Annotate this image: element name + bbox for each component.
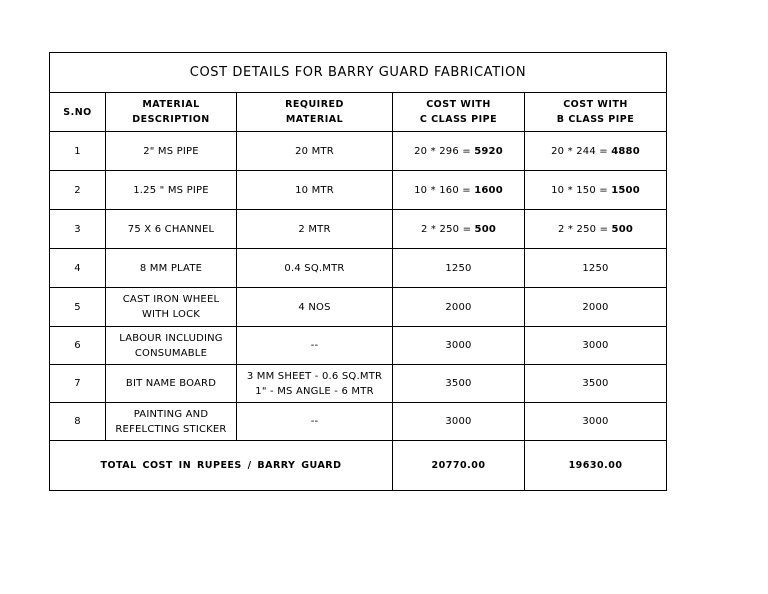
cell-required: 0.4 SQ.MTR [237, 249, 393, 288]
description-line1: PAINTING AND [133, 408, 209, 420]
cell-sno: 6 [50, 327, 106, 365]
cell-description: 8 MM PLATE [106, 249, 237, 288]
description-line1: CAST IRON WHEEL [122, 294, 220, 305]
table-row [50, 327, 667, 365]
cost-b-total: 4880 [611, 145, 640, 157]
cell-description: 1.25 " MS PIPE [106, 171, 237, 210]
table-row [50, 288, 667, 327]
cell-cost-b [525, 171, 667, 210]
header-required-line2: MATERIAL [285, 114, 344, 125]
cost-c-calc: 10 * 160 = [414, 184, 475, 196]
cost-c-calc: 2 * 250 = [420, 223, 475, 235]
cost-b-calc: 20 * 244 = [551, 145, 612, 157]
cell-sno: 8 [50, 403, 106, 441]
table-title: COST DETAILS FOR BARRY GUARD FABRICATION [50, 53, 667, 93]
cell-required [237, 365, 393, 403]
header-material-line2: DESCRIPTION [132, 114, 210, 125]
table-row [50, 132, 667, 171]
cell-cost-b: 1250 [525, 249, 667, 288]
cell-required: 10 MTR [237, 171, 393, 210]
cell-sno: 4 [50, 249, 106, 288]
header-c-line1: COST WITH [426, 99, 491, 110]
description-line2: CONSUMABLE [134, 347, 208, 359]
table-row [50, 403, 667, 441]
header-required-material [237, 93, 393, 132]
cell-description [106, 288, 237, 327]
required-line2: 1" - MS ANGLE - 6 MTR [255, 385, 374, 397]
cell-cost-b: 3000 [525, 327, 667, 365]
cost-c-total: 1600 [474, 184, 503, 196]
cell-cost-c: 2000 [393, 288, 525, 327]
cost-c-calc: 20 * 296 = [414, 145, 475, 157]
total-cost-c: 20770.00 [393, 441, 525, 491]
cell-sno: 2 [50, 171, 106, 210]
header-b-line1: COST WITH [563, 99, 628, 110]
cell-cost-c [393, 132, 525, 171]
cell-cost-b [525, 210, 667, 249]
description-line1: LABOUR INCLUDING [119, 332, 223, 344]
cost-b-calc: 2 * 250 = [557, 223, 612, 235]
total-row [50, 441, 667, 491]
total-label: TOTAL COST IN RUPEES / BARRY GUARD [50, 441, 393, 491]
cell-description [106, 327, 237, 365]
cell-cost-c: 3000 [393, 403, 525, 441]
cell-cost-b: 3000 [525, 403, 667, 441]
description-line2: WITH LOCK [141, 309, 201, 320]
header-cost-b-class [525, 93, 667, 132]
header-material-description [106, 93, 237, 132]
cost-c-total: 500 [474, 223, 497, 235]
header-row [50, 93, 667, 132]
cost-c-total: 5920 [474, 145, 503, 157]
table-row [50, 210, 667, 249]
cell-required: -- [237, 403, 393, 441]
cell-description: 2" MS PIPE [106, 132, 237, 171]
header-sno: S.NO [50, 93, 106, 132]
cell-cost-c: 3500 [393, 365, 525, 403]
description-line2: REFELCTING STICKER [115, 423, 227, 435]
cell-description: BIT NAME BOARD [106, 365, 237, 403]
cost-details-table [49, 52, 667, 491]
cell-description: 75 X 6 CHANNEL [106, 210, 237, 249]
header-material-line1: MATERIAL [142, 99, 200, 110]
cell-sno: 1 [50, 132, 106, 171]
table-row [50, 365, 667, 403]
required-line1: 3 MM SHEET - 0.6 SQ.MTR [246, 370, 383, 382]
total-cost-b: 19630.00 [525, 441, 667, 491]
cell-sno: 7 [50, 365, 106, 403]
cell-cost-c [393, 210, 525, 249]
cell-required: 20 MTR [237, 132, 393, 171]
cell-required: 2 MTR [237, 210, 393, 249]
cell-sno: 5 [50, 288, 106, 327]
cell-cost-b: 2000 [525, 288, 667, 327]
table-row [50, 249, 667, 288]
cost-b-total: 1500 [611, 184, 640, 196]
cell-cost-b: 3500 [525, 365, 667, 403]
cell-cost-c [393, 171, 525, 210]
cell-required: -- [237, 327, 393, 365]
table-row [50, 171, 667, 210]
cell-cost-c: 3000 [393, 327, 525, 365]
header-required-line1: REQUIRED [285, 99, 344, 110]
cell-description [106, 403, 237, 441]
cell-cost-c: 1250 [393, 249, 525, 288]
cost-b-total: 500 [611, 223, 634, 235]
cell-sno: 3 [50, 210, 106, 249]
cost-b-calc: 10 * 150 = [551, 184, 612, 196]
cell-cost-b [525, 132, 667, 171]
header-b-line2: B CLASS PIPE [556, 114, 635, 125]
header-c-line2: C CLASS PIPE [419, 114, 498, 125]
header-cost-c-class [393, 93, 525, 132]
cell-required: 4 NOS [237, 288, 393, 327]
